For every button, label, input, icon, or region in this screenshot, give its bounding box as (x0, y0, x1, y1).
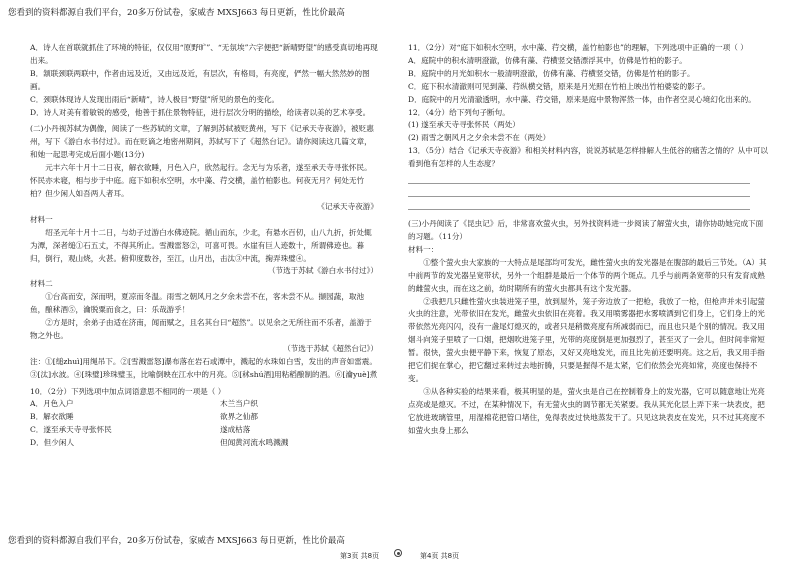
passage-source: 《记承天寺夜游》 (317, 201, 378, 211)
center-circle-icon (394, 549, 402, 557)
section-two-intro: (二)小丹视苏轼为偶像，阅读了一些苏轼的文章，了解到苏轼被贬黄州，写下《记承天寺夜游》，被贬惠州，写下《游白水书付过》。而在贬谪之地密州期间，苏轼写下了《超然台记》。请你阅读这几篇文章，和她一起思考完成后面小题(13分) (30, 124, 374, 160)
section-three-intro: (三)小丹阅读了《昆虫记》后，非常喜欢萤火虫，另外找资料进一步阅读了解萤火虫，请你协助她完成下面的习题。（11分） (408, 219, 764, 241)
firefly-para-1: ①整个萤火虫大家族的一大特点是尾部均可发光，雌性萤火虫的发光器是在腹部的最后三节处。（A）其中前两节的发光器呈宽带状，另外一个组群是最后一个体节的两个斑点。几乎与前两条宽带的只有发育成熟的雌萤火虫，而在这之前，幼时期所有的萤火虫都具有这个发光器。 (408, 257, 767, 293)
annotation-note: 注：①[缒zhuì]用绳吊下。②[雪溅雷怒]瀑布落在岩石或潭中，溅起的水珠如白雪，发出的声音如雷震。③[汰]水波。④[珠璧]珍珠璧玉，比喻倒映在江水中的月亮。⑤[秫shú酒]用粘稻酿制的酒。⑥[瀹yuè]煮 (30, 356, 378, 379)
q11-option-c: C．庭下积水清澈则可见到藻、荇纵横交错，原来是月光照在竹柏上映出竹柏婆娑的影子。 (408, 81, 710, 91)
answer-line-1[interactable] (408, 171, 750, 184)
material-two-heading: 材料二 (30, 279, 53, 289)
q10-b-left: B．解衣欲睡 (30, 412, 74, 422)
firefly-para-3: ③从各种实验的结果来看，极其明显的是，萤火虫是自己在控制着身上的发光器，它可以随意地让光亮点亮或是熄灭。不过，在某种情况下，有无萤火虫的调节都无关紧要。我从其光化层上弄下来一块表皮，把它放进玻璃管里，用湿棉花把管口堵住，免得表皮过快地蒸发干了。只见这块表皮在发光，只不过其亮度不如萤火虫身上那么 (408, 386, 765, 435)
material-one-source: （节选于苏轼《游白水书付过》） (267, 266, 378, 276)
question-10: 10．（2分）下列选项中加点词语意思不相同的一项是（ ） (30, 386, 226, 396)
bottom-banner: 您看到的资料都源自我们平台，20多万份试卷，家威杏 MXSJ663 每日更新，性比价最高 (8, 536, 345, 546)
q10-d-right: 但闻黄河流水鸣溅溅 (220, 438, 289, 448)
q10-option-d (30, 437, 378, 450)
material-two-para-2: ②方是时，余弟子由适在济南，闻而赋之，且名其台曰“超然”。以见余之无所往而不乐者，盖游于物之外也。 (30, 318, 372, 340)
q12-item-1: (1) 遂至承天寺寻张怀民（两处） (408, 120, 520, 130)
firefly-para-2: ②我把几只雌性萤火虫装进笼子里，放到屋外，笼子旁边放了一把枪，我放了一枪，但枪声并未引起萤火虫的注意，光带依旧在发光，雌萤火虫依旧在亮着。我又用喷雾器把水雾喷洒到它们身上，它们身上的光带依然光亮闪闪，没有一盏尾灯熄灭的，或者只是稍微亮度有所减弱而已，而且也只是个别的情况。我又用烟斗向笼子里喷了一口烟，把烟吹进笼子里，光带的亮度倒是更加强烈了，甚至灭了一会儿，但时间非常短暂。很快，萤火虫便平静下来，恢复了原态，又好又亮地发光，而且比先前还要明亮。这之后，我又用手指把它们捉在掌心，把它翻过来转过去地折腾，只要是握得不是太紧，它们依然会光亮如常，亮度也保持不变。 (408, 296, 765, 383)
option-b: B．颔联颈联两联中，作者由远及近，又由远及近，有层次，有格局，有亮度，俨然一幅大然然妙的图画。 (30, 68, 370, 91)
q10-option-c (30, 424, 378, 437)
question-11: 11．（2分）对“庭下如积水空明，水中藻、荇交横，盖竹柏影也”的理解，下列选项中正确的一项（ ） (408, 43, 748, 52)
q10-option-a (30, 398, 378, 411)
q11-option-b: B．庭院中的月光如积水一般清明澄澈，仿佛有藻、荇横竖交错，仿佛是竹柏的影子。 (408, 68, 695, 78)
passage-text: 元丰六年十月十二日夜，解衣欲睡，月色入户，欣然起行。念无与为乐者，遂至承天寺寻张怀民。怀民亦未寝，相与步于中庭。庭下如积水空明，水中藻、荇交横，盖竹柏影也。何夜无月？何处无竹柏？但少闲人如吾两人者耳。 (30, 163, 372, 198)
q11-option-a: A．庭院中的积水清明澄澈，仿佛有藻、荇横竖交错漂浮其中，仿佛是竹柏的影子。 (408, 55, 687, 65)
option-d: D．诗人对美有着敏锐的感受，他善于抓住景物特征，进行层次分明的描绘，给读者以美的艺术享受。 (30, 107, 371, 117)
q10-option-b (30, 411, 378, 424)
q10-a-left: A．月色入户 (30, 399, 74, 409)
question-13: 13．（5分）结合《记承天寺夜游》和相关材料内容，说说苏轼是怎样排解人生低谷的痛苦之情的？从中可以看到他有怎样的人生态度？ (408, 146, 769, 169)
q10-c-left: C．遂至承天寺寻张怀民 (30, 425, 112, 435)
material-two-source: （节选于苏轼《超然台记》） (283, 343, 378, 353)
answer-line-2[interactable] (408, 184, 750, 197)
option-c: C．颈联体现诗人发现出雨后“新晴”，诗人极目“野望”所见的景色的变化。 (30, 94, 280, 104)
material-two-para-1: ①台高而安，深而明，夏凉而冬温。雨雪之朝风月之夕余未尝不在，客未尝不从。撷园蔬，取池鱼，酿秫酒⑤，瀹脱粟而食之，曰：乐哉游乎！ (30, 292, 365, 315)
page-number-3: 第3页 共8页 (340, 552, 380, 560)
material-one-heading: 材料一 (30, 214, 53, 224)
q10-d-left: D．但少闲人 (30, 438, 75, 448)
top-banner: 您看到的资料都源自我们平台，20多万份试卷，家威杏 MXSJ663 每日更新，性比价最高 (8, 8, 345, 18)
q10-b-right: 欲界之仙都 (220, 412, 258, 422)
material-heading: 材料一： (408, 244, 439, 254)
right-column (408, 42, 770, 437)
answer-line-3[interactable] (408, 197, 750, 210)
q11-option-d: D．庭院中的月光清澈透明，水中藻、荇交错，原来是庭中景物浑然一体，由作者空灵心境幻化出来的。 (408, 94, 756, 104)
option-a: A．诗人在首联就抓住了环境的特征，仅仅用“原野旷”、“无氛埃”六字便把“新晴野望”的感受真切地再现出来。 (30, 43, 378, 65)
page-number-4: 第4页 共8页 (420, 552, 460, 560)
left-column (30, 42, 378, 450)
q10-a-right: 木兰当户织 (220, 399, 258, 409)
q12-item-2: (2) 雨雪之朝风月之夕余未尝不在（两处） (408, 133, 551, 143)
q10-c-right: 遂成枯落 (220, 425, 251, 435)
question-12: 12．（4分）给下列句子断句。 (408, 107, 510, 117)
material-one-text: 绍圣元年十月十二日，与幼子过游白水佛迹院。循山而东，少北，有悬水百仞，山八九折，折处辄为潭，深者缒①石五丈，不得其所止。雪溅雷怒②，可喜可畏。水崖有巨人迹数十，所谓佛迹也。暮归，倒行，观山烧，火甚。俯仰度数谷，至江，山月出，击汰③中流，掬弄珠璧④。 (30, 227, 372, 263)
